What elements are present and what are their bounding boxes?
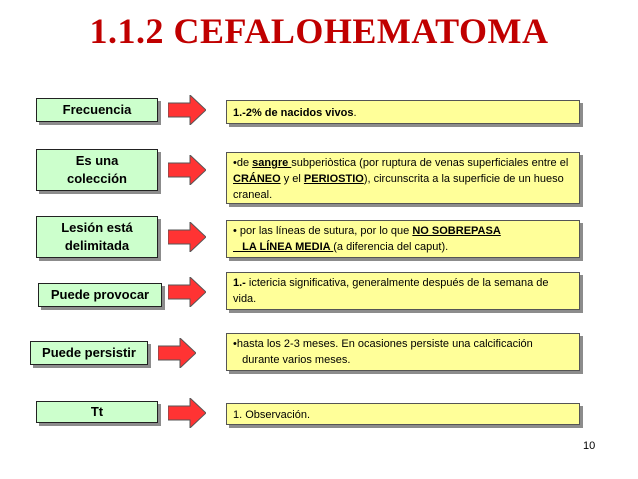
label-text-line2: colección <box>67 171 127 186</box>
label-text-line2: delimitada <box>64 238 130 253</box>
desc-bold: 1.-2% de nacidos vivos <box>233 107 354 119</box>
desc-tt <box>226 403 580 425</box>
arrow-right-icon <box>168 398 206 428</box>
desc-provocar <box>226 272 580 310</box>
desc-text: y el <box>280 173 304 185</box>
desc-underlined: LA LÍNEA MEDIA <box>233 241 334 253</box>
arrow-right-icon <box>168 277 206 307</box>
label-puede-provocar <box>38 283 162 307</box>
desc-text: . <box>353 107 357 119</box>
label-text-line1: Lesión está <box>61 220 133 235</box>
arrow-right-icon <box>168 155 206 185</box>
label-text: Frecuencia <box>62 102 132 117</box>
desc-underlined: sangre <box>252 157 292 169</box>
desc-text: •de <box>233 157 253 169</box>
label-text-line1: Es una <box>75 153 119 168</box>
desc-text: ictericia significativa, generalmente después de la semana de vida. <box>233 277 549 305</box>
desc-text: subperiòstica (por ruptura de venas superficiales entre el <box>291 157 569 169</box>
desc-text: ), circunscrita a la superficie de un hueso craneal. <box>233 173 564 201</box>
slide-title: 1.1.2 CEFALOHEMATOMA <box>89 11 549 51</box>
desc-text: (a diferencia del caput). <box>333 241 449 253</box>
desc-frecuencia <box>226 100 580 124</box>
desc-text: • por las líneas de sutura, por lo que <box>233 225 413 237</box>
desc-text: 1. Observación. <box>233 409 311 421</box>
label-puede-persistir <box>30 341 148 365</box>
label-text: Puede provocar <box>50 287 150 302</box>
arrow-right-icon <box>168 95 206 125</box>
label-frecuencia <box>36 98 158 122</box>
desc-underlined: CRÁNEO <box>233 173 281 185</box>
desc-text-line1: •hasta los 2-3 meses. En ocasiones persiste una calcificación <box>233 338 533 350</box>
desc-underlined: NO SOBREPASA <box>412 225 501 237</box>
arrow-right-icon <box>158 338 196 368</box>
page-number: 10 <box>583 440 596 452</box>
label-text: Tt <box>90 404 104 419</box>
desc-delimitada <box>226 220 580 258</box>
label-text: Puede persistir <box>42 345 136 360</box>
desc-bold: 1.- <box>233 277 246 289</box>
label-lesion-delimitada <box>36 216 158 258</box>
desc-persistir <box>226 333 580 371</box>
desc-text-line2: durante varios meses. <box>233 354 351 366</box>
label-tt <box>36 401 158 423</box>
arrow-right-icon <box>168 222 206 252</box>
desc-underlined: PERIOSTIO <box>303 173 364 185</box>
desc-coleccion <box>226 152 580 204</box>
label-es-una-coleccion <box>36 149 158 191</box>
